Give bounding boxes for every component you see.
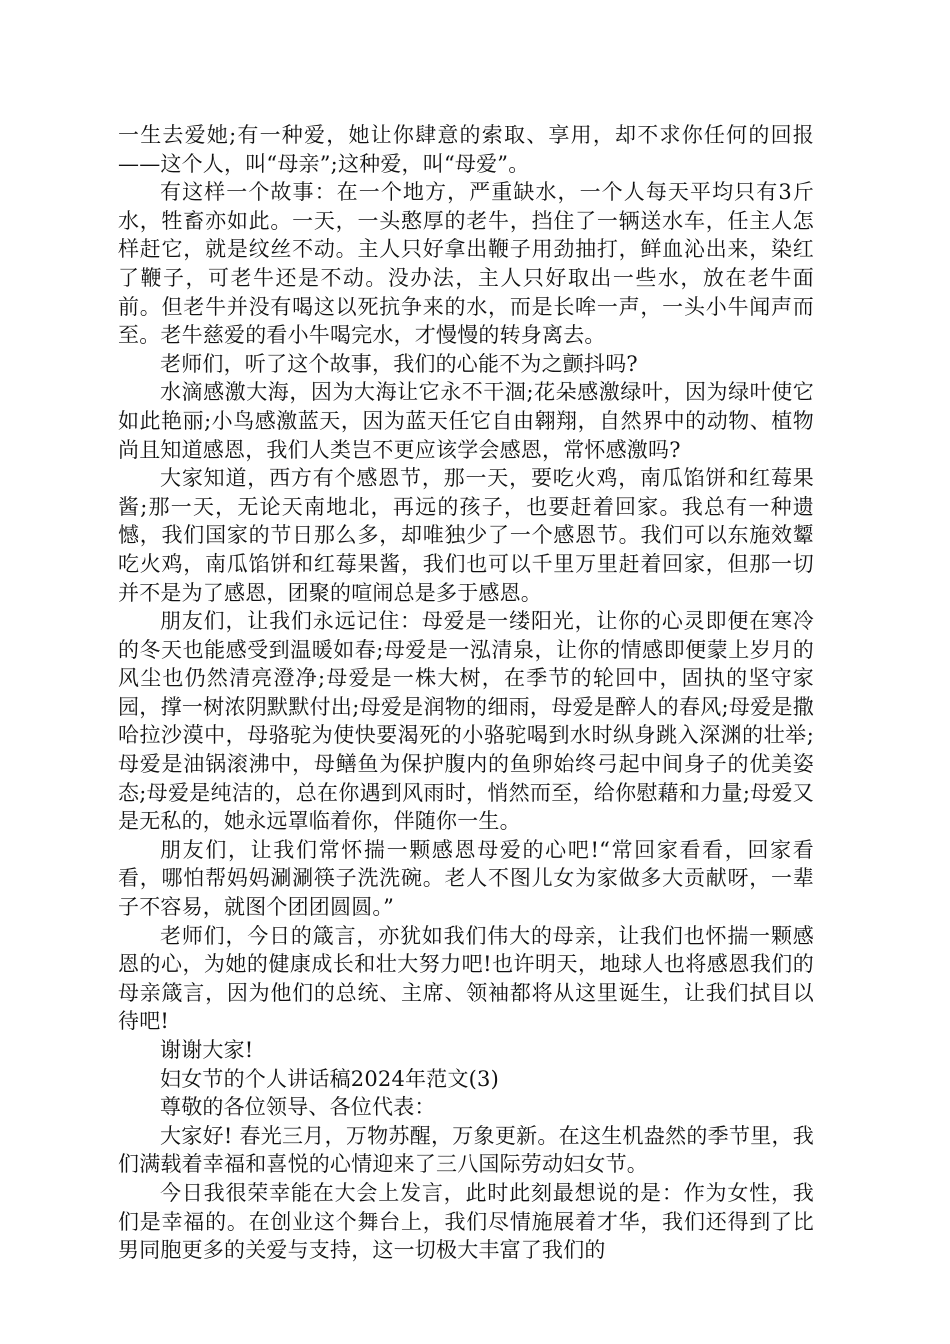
document-body: [118, 121, 814, 1265]
paragraph: 今日我很荣幸能在大会上发言，此时此刻最想说的是：作为女性，我们是幸福的。在创业这个舞台上，我们尽情施展着才华，我们还得到了比男同胞更多的关爱与支持，这一切极大丰富了我们的: [118, 1180, 814, 1263]
salutation: 尊敬的各位领导、各位代表：: [160, 1095, 436, 1120]
paragraph: 大家好! 春光三月，万物苏醒，万象更新。在这生机盎然的季节里，我们满载着幸福和喜悦的心情迎来了三八国际劳动妇女节。: [118, 1123, 814, 1177]
section-title: 妇女节的个人讲话稿2024年范文(3): [160, 1066, 499, 1091]
paragraph: 老师们，今日的箴言，亦犹如我们伟大的母亲，让我们也怀揣一颗感恩的心，为她的健康成长和壮大努力吧!也许明天，地球人也将感恩我们的母亲箴言，因为他们的总统、主席、领袖都将从这里诞生，让我们拭目以待吧!: [118, 923, 814, 1034]
closing-line: 谢谢大家!: [160, 1038, 254, 1062]
paragraph: 朋友们，让我们常怀揣一颗感恩母爱的心吧!“常回家看看，回家看看，哪怕帮妈妈涮涮筷子洗洗碗。老人不图儿女为家做多大贡献呀，一辈子不容易，就图个团团圆圆。”: [118, 837, 814, 920]
paragraph: 朋友们，让我们永远记住：母爱是一缕阳光，让你的心灵即便在寒冷的冬天也能感受到温暖如春;母爱是一泓清泉，让你的情感即便蒙上岁月的风尘也仍然清亮澄净;母爱是一株大树，在季节的轮回中，固执的坚守家园，撑一树浓阴默默付出;母爱是润物的细雨，母爱是醉人的春风;母爱是撒哈拉沙漠中，母骆驼为使快要渴死的小骆驼喝到水时纵身跳入深渊的壮举;母爱是油锅滚沸中，母鳝鱼为保护腹内的鱼卵始终弓起中间身子的优美姿态;母爱是纯洁的，总在你遇到风雨时，悄然而至，给你慰藉和力量;母爱又是无私的，她永远罩临着你，伴随你一生。: [118, 609, 814, 834]
paragraph: 大家知道，西方有个感恩节，那一天，要吃火鸡，南瓜馅饼和红莓果酱;那一天，无论天南地北，再远的孩子，也要赶着回家。我总有一种遗憾，我们国家的节日那么多，却唯独少了一个感恩节。我们可以东施效颦吃火鸡，南瓜馅饼和红莓果酱，我们也可以千里万里赶着回家，但那一切并不是为了感恩，团聚的喧闹总是多于感恩。: [118, 466, 814, 605]
paragraph: 水滴感激大海，因为大海让它永不干涸;花朵感激绿叶，因为绿叶使它如此艳丽;小鸟感激蓝天，因为蓝天任它自由翱翔，自然界中的动物、植物尚且知道感恩，我们人类岂不更应该学会感恩，常怀感激吗?: [118, 380, 814, 462]
paragraph: 老师们，听了这个故事，我们的心能不为之颤抖吗?: [160, 351, 638, 376]
paragraph: 一生去爱她;有一种爱，她让你肆意的索取、享用，却不求你任何的回报——这个人，叫“母亲”;这种爱，叫“母爱”。: [118, 123, 814, 176]
paragraph: 有这样一个故事：在一个地方，严重缺水，一个人每天平均只有3斤水，牲畜亦如此。一天，一头憨厚的老牛，挡住了一辆送水车，任主人怎样赶它，就是纹丝不动。主人只好拿出鞭子用劲抽打，鲜血沁出来，染红了鞭子，可老牛还是不动。没办法，主人只好取出一些水，放在老牛面前。但老牛并没有喝这以死抗争来的水，而是长哞一声，一头小牛闻声而至。老牛慈爱的看小牛喝完水，才慢慢的转身离去。: [118, 180, 814, 348]
